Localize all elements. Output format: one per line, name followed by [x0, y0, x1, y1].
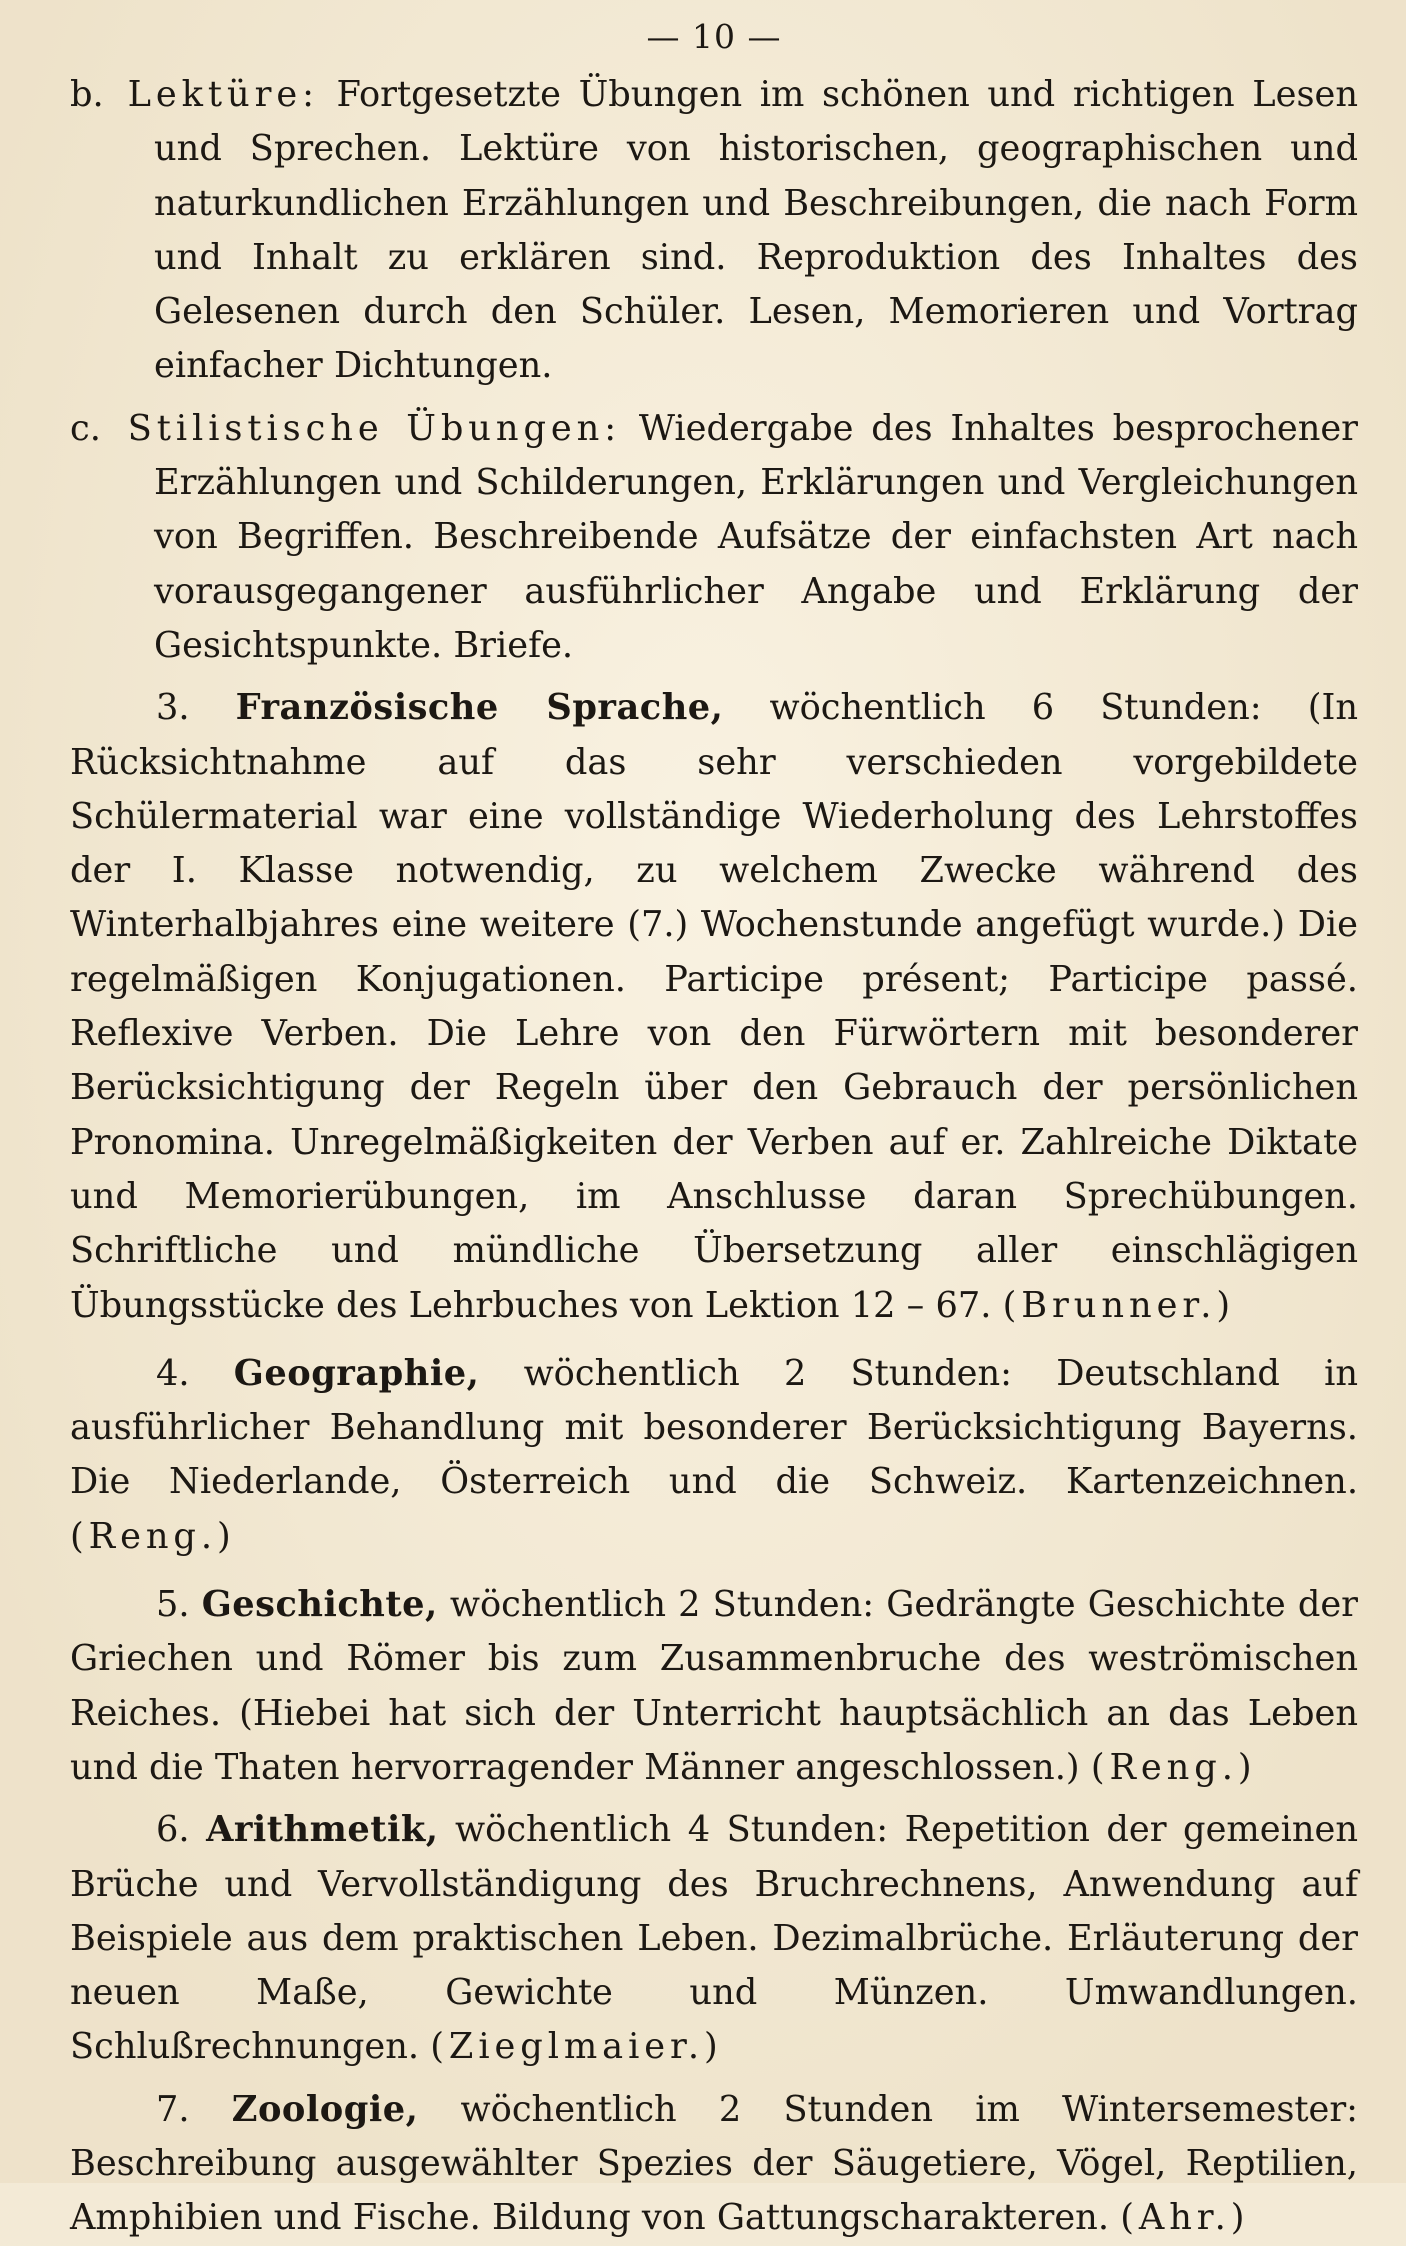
- section-c-heading: Stilistische Übungen:: [127, 407, 622, 449]
- page-number: — 10 —: [646, 17, 782, 56]
- section-3-text: wöchentlich 6 Stunden: (In Rücksichtnahme auf das sehr verschieden vorgebildete Schülermaterial war eine vollständige Wiederholung des Lehrstoffes der I. Klasse notwendig, zu welchem Zwecke während des Winterhalbjahres eine weitere (7.) Wochenstunde angefügt wurde.) Die regelmäßigen Konjugationen. Participe présent; Participe passé. Reflexive Verben. Die Lehre von den Fürwörtern mit besonderer Berücksichtigung der Regeln über den Gebrauch der persönlichen Pronomina. Unregelmäßigkeiten der Verben auf er. Zahlreiche Diktate und Memorierübungen, im Anschlusse daran Sprechübungen. Schriftliche und mündliche Übersetzung aller einschlägigen Übungsstücke des Lehrbuches von Lektion 12 – 67.: [70, 687, 1359, 1326]
- section-b-heading: Lektüre:: [127, 74, 319, 115]
- body-text: [70, 68, 1358, 2246]
- section-7-zoology: [70, 2083, 1358, 2246]
- section-4-teacher: (Reng.): [70, 1515, 236, 1557]
- section-4-text: wöchentlich 2 Stunden: Deutschland in ausführlicher Behandlung mit besonderer Berücksichtigung Bayerns. Die Niederlande, Österreich und die Schweiz. Kartenzeichnen.: [70, 1352, 1359, 1503]
- section-c-text: Wiedergabe des Inhaltes besprochener Erzählungen und Schilderungen, Erklärungen und Vergleichungen von Begriffen. Beschreibende Aufsätze der einfachsten Art nach vorausgegangener ausführlicher Angabe und Erklärung der Gesichtspunkte. Briefe.: [154, 407, 1358, 666]
- section-3-teacher: (Brunner.): [1002, 1284, 1235, 1326]
- section-6-teacher: (Zieglmaier.): [430, 2026, 723, 2068]
- section-5-subject: Geschichte,: [201, 1584, 438, 1626]
- section-5-number: 5.: [156, 1584, 190, 1626]
- section-3-subject: Französische Sprache,: [235, 687, 724, 729]
- section-4-geography: [70, 1347, 1358, 1564]
- section-5-text: wöchentlich 2 Stunden: Gedrängte Geschichte der Griechen und Römer bis zum Zusammenbruche des weströmischen Reiches. (Hiebei hat sich der Unterricht hauptsächlich an das Leben und die Thaten hervorragender Männer angeschlossen.): [70, 1584, 1358, 1788]
- section-6-text: wöchentlich 4 Stunden: Repetition der gemeinen Brüche und Vervollständigung des Bruchrechnens, Anwendung auf Beispiele aus dem praktischen Leben. Dezimalbrüche. Erläuterung der neuen Maße, Gewichte und Münzen. Umwandlungen. Schlußrechnungen.: [70, 1809, 1358, 2068]
- section-5-history: [70, 1578, 1358, 1795]
- section-7-text: wöchentlich 2 Stunden im Wintersemester: Beschreibung ausgewählter Spezies der Säugetiere, Vögel, Reptilien, Amphibien und Fische. Bildung von Gattungscharakteren.: [70, 2088, 1359, 2239]
- section-c-label: c.: [70, 407, 101, 449]
- section-6-subject: Arithmetik,: [206, 1809, 439, 1851]
- section-3-number: 3.: [156, 687, 190, 729]
- section-4-subject: Geographie,: [233, 1352, 480, 1394]
- section-b: [70, 68, 1358, 394]
- section-5-teacher: (Reng.): [1090, 1746, 1257, 1788]
- section-7-teacher: (Ahr.): [1120, 2197, 1250, 2239]
- section-b-label: b.: [70, 74, 104, 115]
- section-c: [70, 402, 1358, 673]
- section-7-subject: Zoologie,: [231, 2088, 419, 2130]
- section-3-french: [70, 681, 1358, 1333]
- section-6-arithmetic: [70, 1803, 1358, 2074]
- section-4-number: 4.: [156, 1352, 190, 1394]
- section-7-number: 7.: [156, 2088, 190, 2130]
- section-6-number: 6.: [156, 1809, 190, 1851]
- section-b-text: Fortgesetzte Übungen im schönen und richtigen Lesen und Sprechen. Lektüre von historischen, geographischen und naturkundlichen Erzählungen und Beschreibungen, die nach Form und Inhalt zu erklären sind. Reproduktion des Inhaltes des Gelesenen durch den Schüler. Lesen, Memorieren und Vortrag einfacher Dichtungen.: [154, 74, 1359, 387]
